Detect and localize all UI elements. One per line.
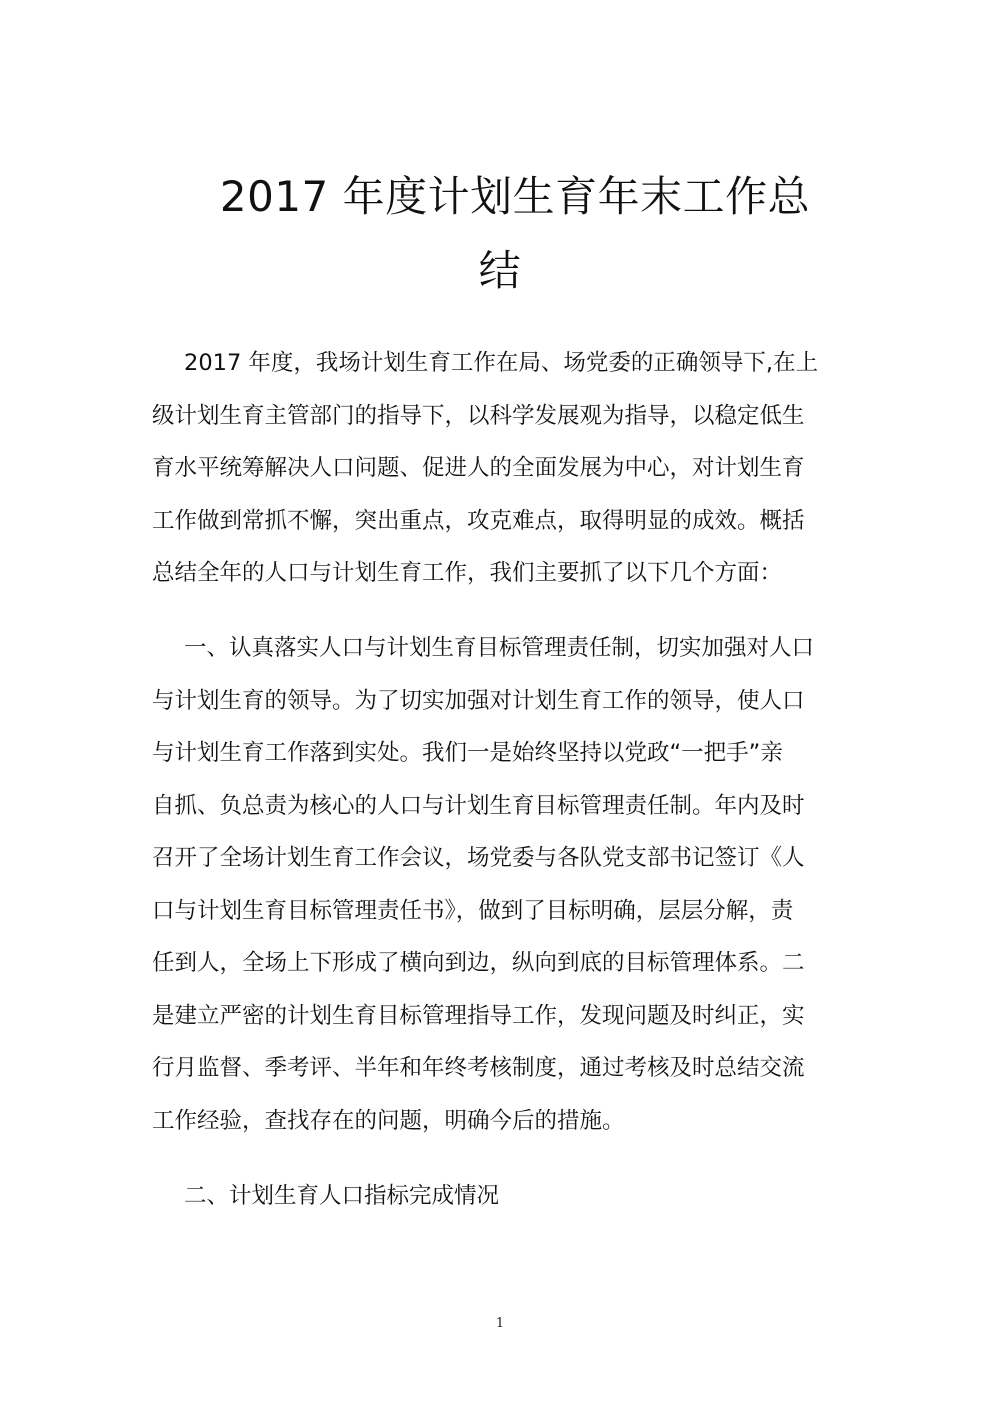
text-line: 与计划生育的领导。为了切实加强对计划生育工作的领导，使人口 bbox=[152, 687, 805, 714]
text-line: 是建立严密的计划生育目标管理指导工作，发现问题及时纠正，实 bbox=[152, 1002, 805, 1029]
page-number: 1 bbox=[495, 1316, 505, 1331]
text-line: 任到人，全场上下形成了横向到边，纵向到底的目标管理体系。二 bbox=[152, 950, 805, 976]
text-line: 总结全年的人口与计划生育工作，我们主要抓了以下几个方面： bbox=[152, 560, 783, 586]
text-line: 育水平统筹解决人口问题、促进人的全面发展为中心，对计划生育 bbox=[152, 455, 805, 481]
text-line: 口与计划生育目标管理责任书》，做到了目标明确，层层分解，责 bbox=[152, 897, 794, 924]
text-line: 2017 年度，我场计划生育工作在局、场党委的正确领导下,在上 bbox=[184, 350, 819, 376]
paragraph-intro bbox=[152, 337, 845, 600]
text-line: 自抓、负总责为核心的人口与计划生育目标管理责任制。年内及时 bbox=[152, 792, 805, 819]
text-line: 行月监督、季考评、半年和年终考核制度，通过考核及时总结交流 bbox=[152, 1055, 805, 1081]
text-line: 工作做到常抓不懈，突出重点，攻克难点，取得明显的成效。概括 bbox=[152, 507, 805, 534]
section-heading-1: 一、认真落实人口与计划生育目标管理责任制，切实加强对人口 bbox=[184, 635, 815, 661]
text-line: 与计划生育工作落到实处。我们一是始终坚持以党政“一把手”亲 bbox=[152, 740, 783, 766]
title-line-1: 2017 年度计划生育年末工作总 bbox=[219, 172, 811, 221]
text-line: 级计划生育主管部门的指导下，以科学发展观为指导，以稳定低生 bbox=[152, 402, 805, 429]
text-line: 召开了全场计划生育工作会议，场党委与各队党支部书记签订《人 bbox=[152, 845, 805, 871]
paragraph-section-1 bbox=[152, 622, 845, 1147]
document-title bbox=[150, 160, 850, 308]
paragraph-section-2 bbox=[152, 1170, 845, 1223]
title-line-2: 结 bbox=[478, 246, 522, 295]
section-heading-2: 二、计划生育人口指标完成情况 bbox=[184, 1183, 500, 1209]
text-line: 工作经验，查找存在的问题，明确今后的措施。 bbox=[152, 1107, 625, 1134]
